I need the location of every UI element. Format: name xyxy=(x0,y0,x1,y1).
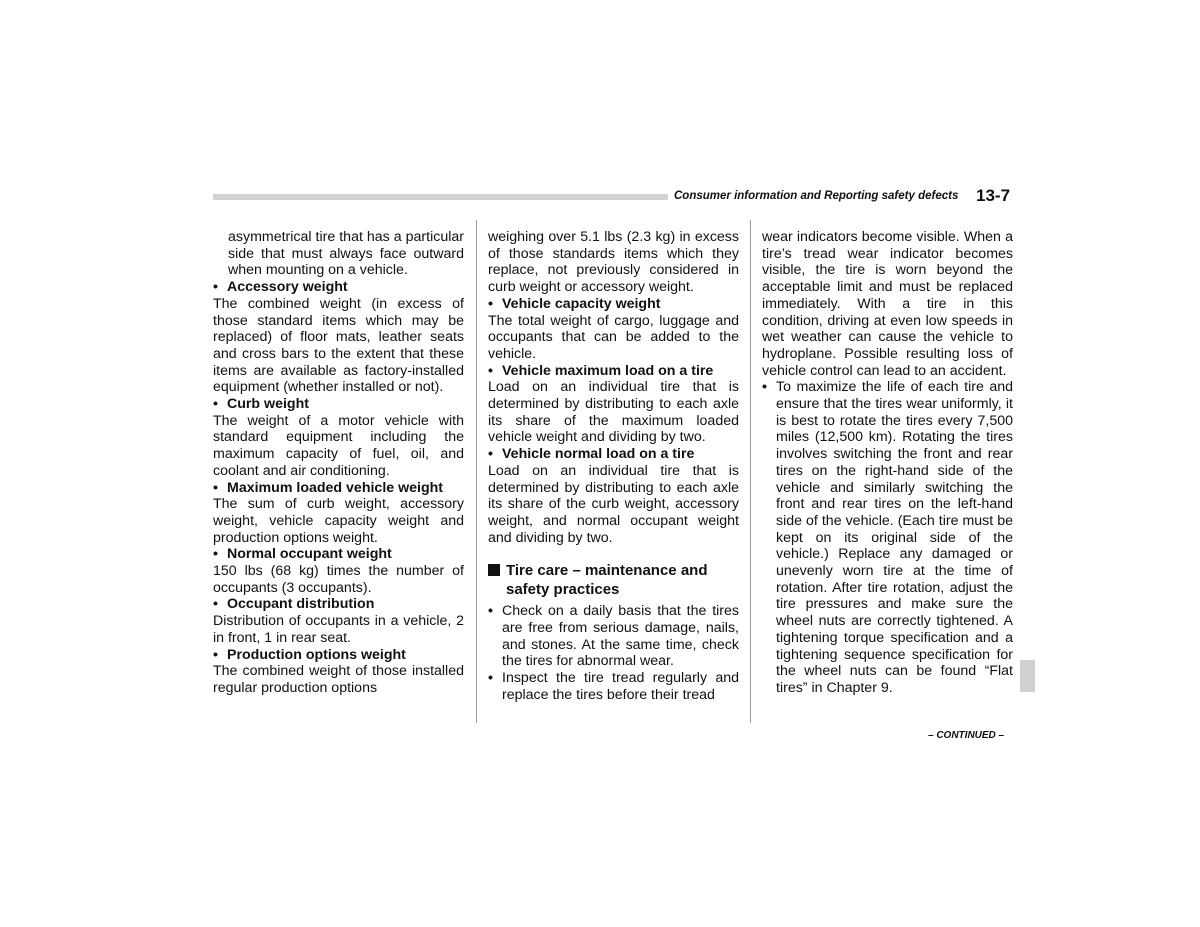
column-divider-1 xyxy=(476,220,477,723)
term-heading: • Vehicle maximum load on a tire xyxy=(488,363,739,380)
term-definition: Distribution of occupants in a vehicle, 2 in front, 1 in rear seat. xyxy=(213,613,464,646)
section-heading xyxy=(488,562,739,599)
term-heading: • Normal occupant weight xyxy=(213,546,464,563)
term-definition: Load on an individual tire that is determined by distributing to each axle its share of the curb weight, accessory weight, and normal occupant weight and dividing by two. xyxy=(488,462,739,546)
header-rule xyxy=(213,194,668,200)
continued-marker: – CONTINUED – xyxy=(928,730,1005,741)
term-definition: 150 lbs (68 kg) times the number of occupants (3 occupants). xyxy=(213,563,464,596)
bullet-item: • Check on a daily basis that the tires are free from serious damage, nails, and stones. At the same time, check the tires for abnormal wear. xyxy=(488,603,739,670)
term-definition: The combined weight of those installed regular production options xyxy=(213,663,464,696)
intro-paragraph: asymmetrical tire that has a particular side that must always face outward when mounting on a vehicle. xyxy=(228,229,464,279)
continued-paragraph: weighing over 5.1 lbs (2.3 kg) in excess of those standards items which they replace, not previously considered in curb weight or accessory weight. xyxy=(488,229,739,296)
term-definition: The sum of curb weight, accessory weight, vehicle capacity weight and production options weight. xyxy=(213,496,464,546)
term-definition: Load on an individual tire that is determined by distributing to each axle its share of the maximum loaded vehicle weight and dividing by two. xyxy=(488,379,739,446)
term-heading: • Maximum loaded vehicle weight xyxy=(213,480,464,497)
column-2 xyxy=(488,229,739,704)
continued-paragraph: wear indicators become visible. When a tire’s tread wear indicator becomes visible, the tire is worn beyond the acceptable limit and must be replaced immediately. With a tire in this condition, driving at even low speeds in wet weather can cause the vehicle to hydroplane. Possible resulting loss of vehicle control can lead to an accident. xyxy=(762,229,1013,379)
term-heading: • Production options weight xyxy=(213,647,464,664)
term-definition: The total weight of cargo, luggage and occupants that can be added to the vehicle. xyxy=(488,312,739,362)
term-heading: • Vehicle capacity weight xyxy=(488,296,739,313)
square-bullet-icon xyxy=(488,564,500,576)
chapter-title: Consumer information and Reporting safety defects xyxy=(674,190,959,202)
term-definition: The weight of a motor vehicle with standard equipment including the maximum capacity of fuel, oil, and coolant and air conditioning. xyxy=(213,412,464,479)
column-3 xyxy=(762,229,1013,697)
bullet-item: • Inspect the tire tread regularly and replace the tires before their tread xyxy=(488,670,739,703)
term-heading: • Vehicle normal load on a tire xyxy=(488,446,739,463)
term-definition: The combined weight (in excess of those standard items which may be replaced) of floor mats, leather seats and cross bars to the extent that these items are available as factory-installed equipment (whether installed or not). xyxy=(213,295,464,396)
column-divider-2 xyxy=(750,220,751,723)
page-number: 13-7 xyxy=(976,186,1011,205)
chapter-thumb-tab xyxy=(1020,660,1035,692)
section-heading-text: Tire care – maintenance and safety practices xyxy=(506,562,708,598)
column-1 xyxy=(213,229,464,697)
bullet-item: • To maximize the life of each tire and ensure that the tires wear uniformly, it is best to rotate the tires every 7,500 miles (12,500 km). Rotating the tires involves switching the front and rear tires on the right-hand side of the vehicle and similarly switching the front and rear tires on the left-hand side of the vehicle. (Each tire must be kept on its original side of the vehicle.) Replace any damaged or unevenly worn tire at the time of rotation. After tire rotation, adjust the tire pressures and make sure the wheel nuts are correctly tightened. A tightening torque specification and a tightening sequence specification for the wheel nuts can be found “Flat tires” in Chapter 9. xyxy=(762,379,1013,696)
term-heading: • Occupant distribution xyxy=(213,596,464,613)
term-heading: • Curb weight xyxy=(213,396,464,413)
term-heading: • Accessory weight xyxy=(213,279,464,296)
